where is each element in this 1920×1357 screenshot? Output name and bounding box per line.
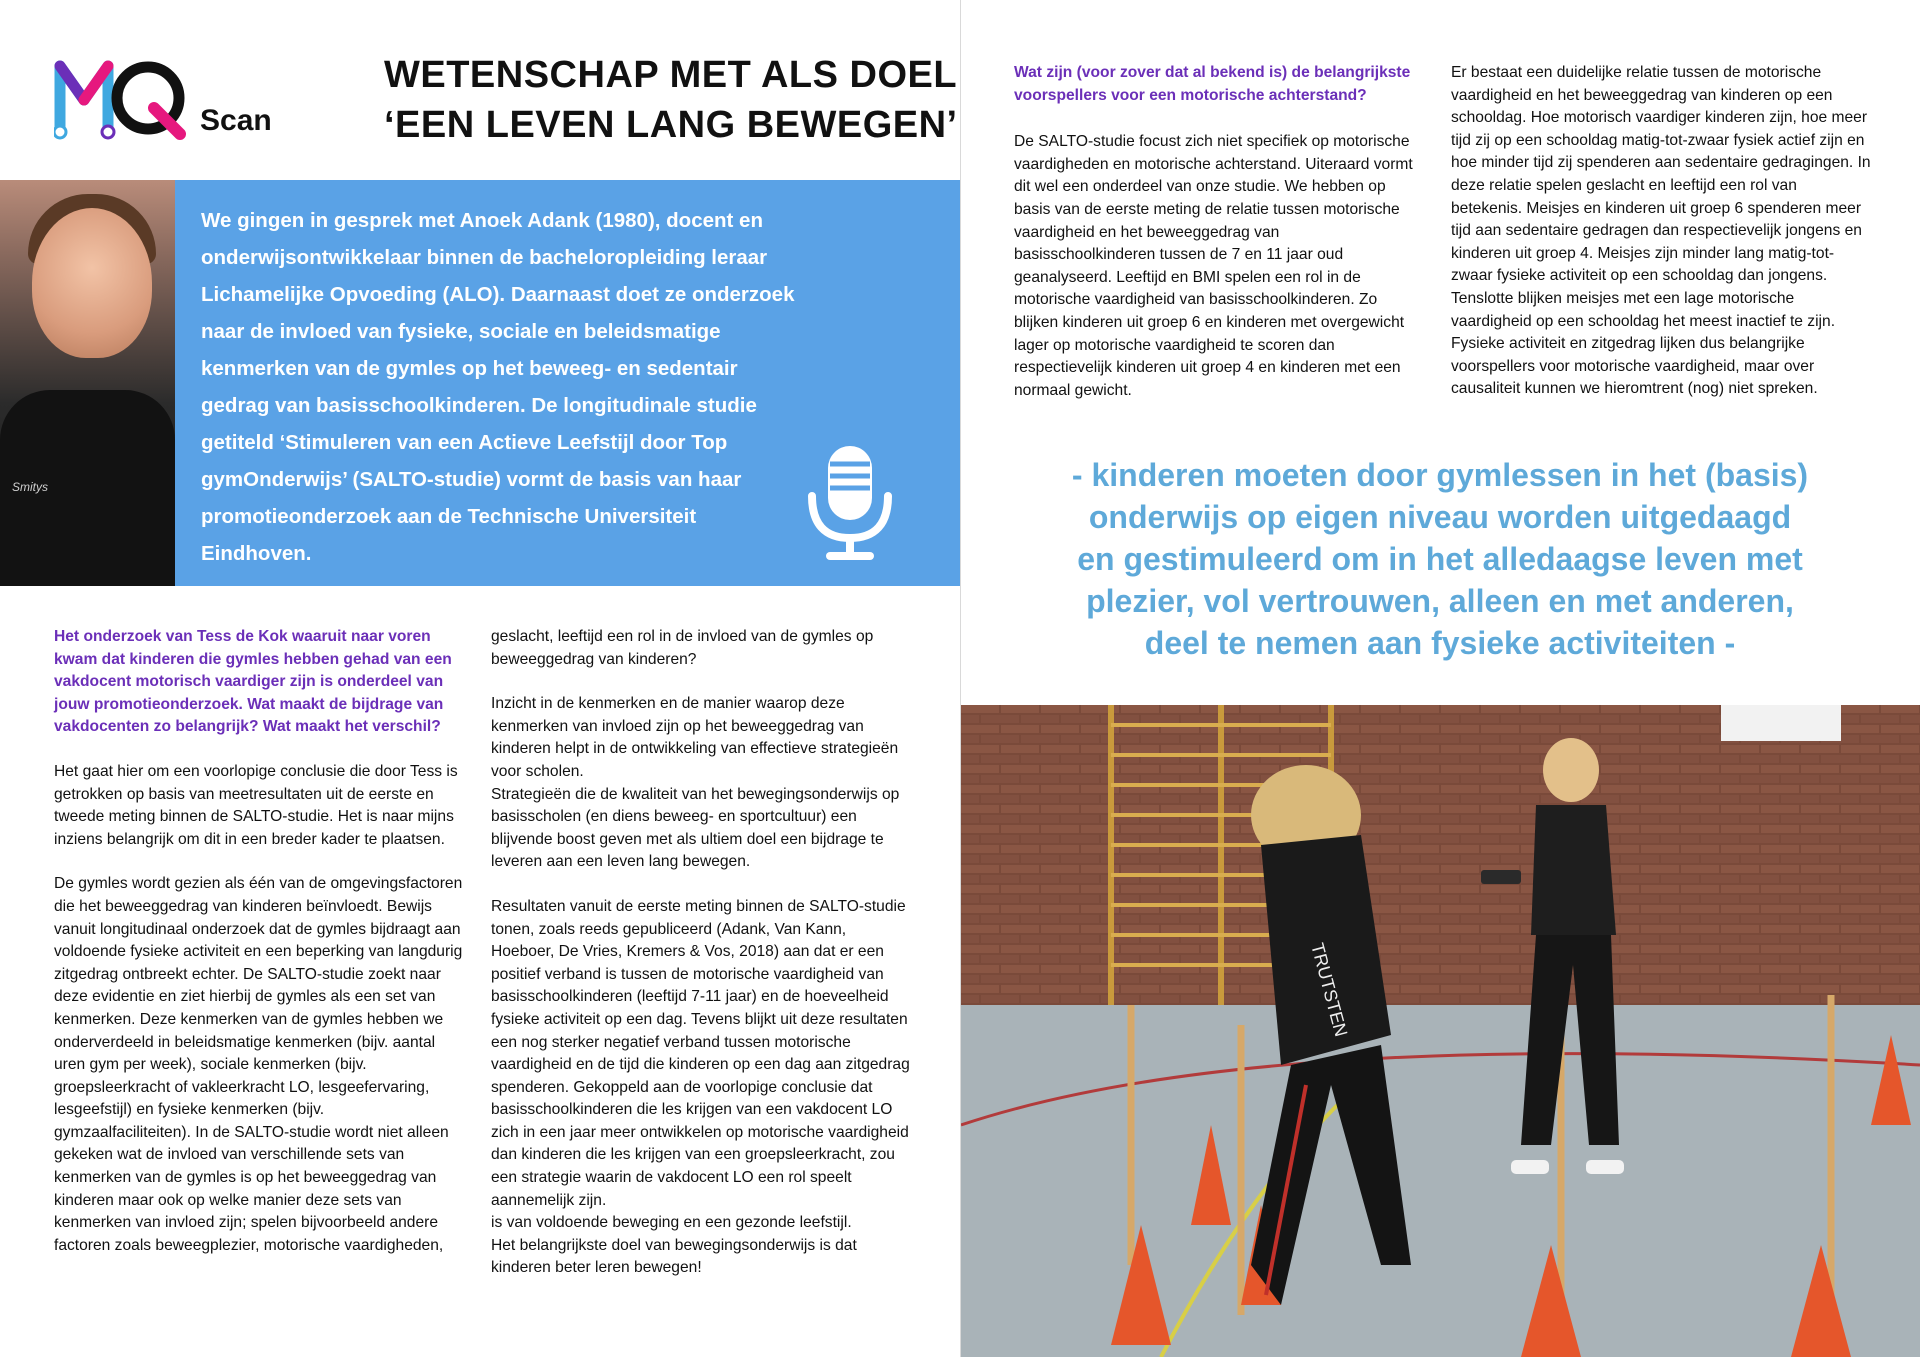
- pull-quote-line: plezier, vol vertrouwen, alleen en met anderen,: [1086, 583, 1794, 619]
- paragraph: De gymles wordt gezien als één van de omgevingsfactoren die het beweeggedrag van kinderen beïnvloedt. Bewijs vanuit longitudinaal onderzoek dat de gymles bijdraagt aan voldoende fysieke activiteit en een beperking van langdurig zitgedrag ontbreekt echter. De SALTO-studie zoekt naar deze evidentie en ziet hierbij de gymles als een set van kenmerken. Deze kenmerken van de gymles hebben we onderverdeeld in beleidsmatige kenmerken (bijv. aantal uren gym per week), sociale kenmerken (bijv. groepsleerkracht of vakleerkracht LO, lesgeefervaring, lesgeefstijl) en fysieke kenmerken (bijv. gymzaalfaciliteiten). In de SALTO-studie wordt niet alleen gekeken wat de invloed van verschillende sets van kenmerken van de gymles is op het beweeggedrag van kinderen maar ook op welke manier deze sets van kenmerken van invloed zijn; spelen bijvoorbeeld andere factoren zoals beweegplezier, motorische vaardigheden,: [54, 875, 463, 1254]
- microphone-icon: [800, 442, 900, 562]
- paragraph: Strategieën die de kwaliteit van het bewegingsonderwijs op basisscholen (en diens beweeg- en sportcultuur) een blijvende boost geven met als ultiem doel een bijdrage te leveren aan een leven lang bewegen.: [491, 785, 900, 871]
- mq-logo-icon: [54, 52, 194, 142]
- column-b: [491, 626, 911, 1302]
- headline-line-1: WETENSCHAP MET ALS DOEL: [384, 54, 958, 96]
- child-shirt-text: TRUTSTEN: [1307, 940, 1352, 1039]
- headline-line-2: ‘EEN LEVEN LANG BEWEGEN’: [384, 104, 958, 146]
- gym-photo: [961, 705, 1920, 1357]
- pull-quote-line: onderwijs op eigen niveau worden uitgedaagd: [1088, 499, 1792, 535]
- column-d: [1451, 62, 1871, 423]
- interview-question-1: Het onderzoek van Tess de Kok waaruit naar voren kwam dat kinderen die gymles hebben gehad van een vakdocent motorisch vaardiger zijn is onderdeel van jouw promotieonderzoek. Wat maakt de bijdrage van vakdocenten zo belangrijk? Wat maakt het verschil?: [54, 628, 452, 736]
- paragraph: is van voldoende beweging en een gezonde leefstijl.: [491, 1214, 852, 1232]
- column-c: [1014, 62, 1424, 424]
- paragraph: De SALTO-studie focust zich niet specifiek op motorische vaardigheden en motorische achterstand. Uiteraard vormt dit wel een onderdeel van onze studie. We hebben op basis van de eerste meting de relatie tussen motorische vaardigheid en het beweeggedrag van basisschoolkinderen tussen de 7 en 11 jaar oud geanalyseerd. Leeftijd en BMI spelen een rol in de motorische vaardigheid van basisschoolkinderen. Zo blijken kinderen uit groep 6 en kinderen met overgewicht lager op motorische vaardigheid te scoren dan respectievelijk kinderen uit groep 4 en kinderen met een normaal gewicht.: [1014, 133, 1413, 399]
- intro-band: [175, 180, 960, 586]
- paragraph: Resultaten vanuit de eerste meting binnen de SALTO-studie tonen, zoals reeds gepubliceerd (Adank, Van Kann, Hoeboer, De Vries, Kremers & Vos, 2018) aan dat er een positief verband is tussen de motorische vaardigheid van basisschoolkinderen (leeftijd 7-11 jaar) en de hoeveelheid fysieke activiteit op een dag. Tevens blijkt uit deze resultaten een nog sterker negatief verband tussen motorische vaardigheid en de tijd die kinderen op een dag aan zitgedrag spenderen. Gekoppeld aan de voorlopige conclusie dat basisschoolkinderen die les krijgen van een vakdocent LO zich in een jaar meer ontwikkelen op motorische vaardigheid dan kinderen die les krijgen van een groepsleerkracht, zou een strategie waarin de vakdocent LO een rol speelt aannemelijk zijn.: [491, 897, 910, 1209]
- paragraph: Inzicht in de kenmerken en de manier waarop deze kenmerken van invloed zijn op het beweeggedrag van kinderen helpt in de ontwikkeling van effectieve strategieën voor scholen.: [491, 695, 899, 780]
- paragraph: Het belangrijkste doel van bewegingsonderwijs is dat kinderen beter leren bewegen!: [491, 1236, 857, 1277]
- paragraph: Het gaat hier om een voorlopige conclusie die door Tess is getrokken op basis van meetresultaten uit de eerste en tweede meting binnen de SALTO-studie. Het is naar mijns inziens belangrijk om dit in een breder kader te plaatsen.: [54, 762, 458, 848]
- portrait-photo: [0, 180, 175, 586]
- intro-text: We gingen in gesprek met Anoek Adank (1980), docent en onderwijsontwikkelaar binnen de bacheloropleiding leraar Lichamelijke Opvoeding (ALO). Daarnaast doet ze onderzoek naar de invloed van fysieke, sociale en beleidsmatige kenmerken van de gymles op het beweeg- en sedentair gedrag van basisschoolkinderen. De longitudinale studie getiteld ‘Stimuleren van een Actieve Leefstijl door Top gymOnderwijs’ (SALTO-studie) vormt de basis van haar promotieonderzoek aan de Technische Universiteit Eindhoven.: [201, 209, 795, 565]
- column-a: [54, 626, 464, 1279]
- pull-quote-line: en gestimuleerd om in het alledaagse leven met: [1077, 541, 1803, 577]
- gym-scene-illustration: [961, 705, 1920, 1357]
- paragraph: Er bestaat een duidelijke relatie tussen de motorische vaardigheid en het beweeggedrag van kinderen op een schooldag. Hoe motorisch vaardiger kinderen zijn, hoe meer tijd zij op een schooldag matig-tot-zwaar fysiek actief zijn en hoe minder tijd zij spenderen aan sedentaire gedragingen. In deze relatie spelen geslacht en leeftijd een rol van betekenis. Meisjes en kinderen uit groep 6 spenderen meer tijd aan sedentaire gedragen dan respectievelijk jongens en kinderen uit groep 4. Meisjes zijn minder lang matig-tot-zwaar fysieke activiteit op een schooldag dan jongens. Tenslotte blijken meisjes met een lage motorische vaardigheid op een schooldag het meest inactief te zijn.: [1451, 64, 1871, 330]
- pull-quote: [1010, 454, 1870, 664]
- interview-question-2: Wat zijn (voor zover dat al bekend is) de belangrijkste voorspellers voor een motorische achterstand?: [1014, 64, 1411, 104]
- paragraph: Fysieke activiteit en zitgedrag lijken dus belangrijke voorspellers voor motorische vaardigheid, maar over causaliteit kunnen we hieromtrent (nog) niet spreken.: [1451, 335, 1818, 398]
- shirt-logo-text: Smitys: [12, 480, 48, 494]
- logo-scan-text: Scan: [200, 104, 272, 137]
- article-headline: [384, 50, 958, 150]
- pull-quote-line: deel te nemen aan fysieke activiteiten -: [1144, 625, 1736, 661]
- paragraph: geslacht, leeftijd een rol in de invloed van de gymles op beweeggedrag van kinderen?: [491, 628, 874, 668]
- pull-quote-line: - kinderen moeten door gymlessen in het (basis): [1071, 457, 1809, 493]
- mq-scan-logo: [54, 52, 284, 142]
